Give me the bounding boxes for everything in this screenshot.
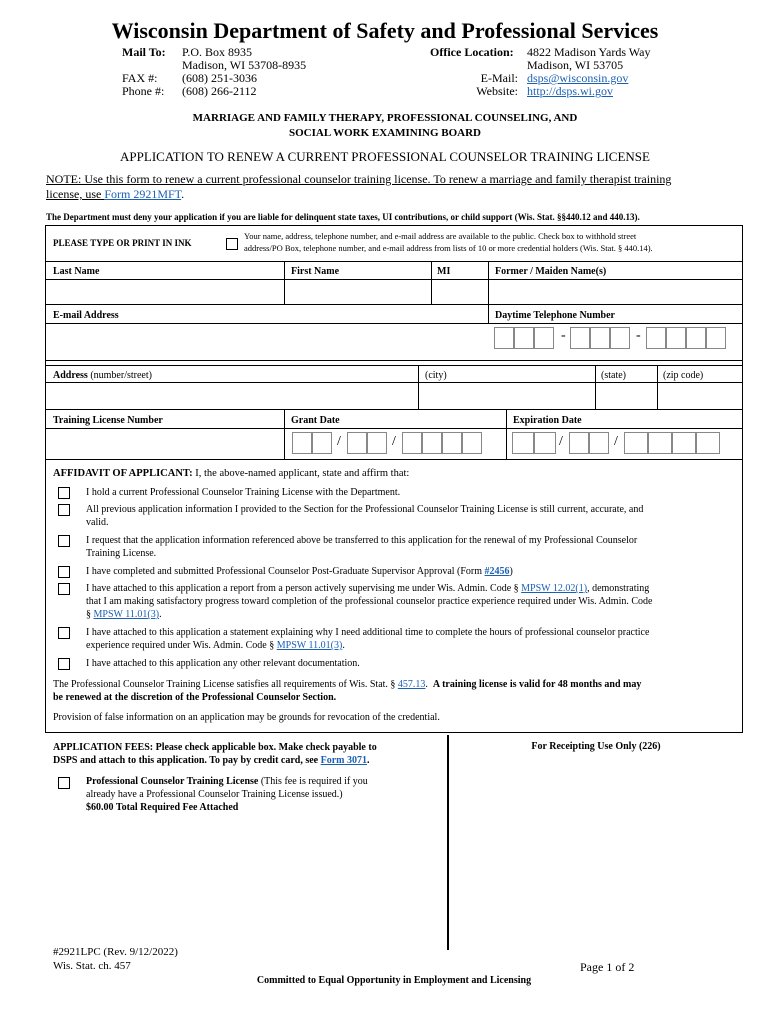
phone-digit[interactable] [590,327,610,349]
affidavit-item-3-line1: I request that the application information referenced above be transferred to this application for the renewal of my Professional Counselor [86,535,638,546]
date-slash: / [614,434,618,449]
note-end: . [181,187,185,201]
phone-digit[interactable] [494,327,514,349]
section-symbol: § [86,609,94,620]
grant-year-digit[interactable] [422,432,442,454]
page-number: Page 1 of 2 [580,960,635,974]
email-input[interactable] [45,323,489,361]
affidavit-item-6-text: experience required under Wis. Admin. Code § [86,640,277,651]
fees-heading-line2 [53,754,377,767]
affidavit-item-5-line3 [86,608,726,621]
phone-digit[interactable] [706,327,726,349]
affidavit-item-5-line2: that I am making satisfactory progress toward completion of the professional counselor practice experience required under Wis. Admin. Code [86,596,653,607]
affidavit-item-1: I hold a current Professional Counselor Training License with the Department. [86,487,401,498]
note-line1: NOTE: Use this form to renew a current professional counselor training license. To renew a marriage and family therapist training [46,172,672,186]
mpsw-11-01-link[interactable]: MPSW 11.01(3) [93,609,160,620]
fees-divider [447,735,449,950]
email-label: E-mail Address [53,310,119,321]
affidavit-heading-bold: AFFIDAVIT OF APPLICANT: [53,468,193,479]
affidavit-item-4-end: ) [509,566,513,577]
last-name-input[interactable] [45,279,285,305]
validity-text: A training license is valid for 48 months and may [432,679,642,690]
fee-item [86,775,368,814]
divider [488,261,489,279]
website-link[interactable]: http://dsps.wi.gov [527,84,614,98]
date-slash: / [559,434,563,449]
divider [595,365,596,382]
note-line2 [46,187,184,202]
fee-item-name: Professional Counselor Training License [86,776,259,787]
withhold-text [244,230,653,254]
affidavit-item-2-line2: valid. [86,517,109,528]
grant-day-digit[interactable] [367,432,387,454]
phone-digit[interactable] [534,327,554,349]
affidavit-item-4-text: I have completed and submitted Professional Counselor Post-Graduate Supervisor Approval (Form [86,566,485,577]
office-line2: Madison, WI 53705 [527,58,624,72]
requirements-period: . [425,679,428,690]
board-line1: MARRIAGE AND FAMILY THERAPY, PROFESSIONAL COUNSELING, AND [192,112,578,124]
affidavit-item-5-text-end: , demonstrating [587,583,650,594]
form-3071-link[interactable]: Form 3071 [320,755,368,766]
divider [506,410,507,428]
affidavit-checkbox-1[interactable] [58,487,70,499]
affidavit-item-6-line2 [86,639,726,652]
form-title: APPLICATION TO RENEW A CURRENT PROFESSIONAL COUNSELOR TRAINING LICENSE [120,149,650,164]
license-number-label: Training License Number [53,415,163,426]
type-print-label: PLEASE TYPE OR PRINT IN INK [53,238,192,248]
grant-month-digit[interactable] [292,432,312,454]
phone-label: Phone #: [122,84,165,98]
fees-heading-text: DSPS and attach to this application. To pay by credit card, see [53,755,321,766]
fee-checkbox[interactable] [58,777,70,789]
mi-input[interactable] [431,279,489,305]
agency-title: Wisconsin Department of Safety and Professional Services [111,18,659,43]
former-name-label: Former / Maiden Name(s) [495,266,607,277]
phone-dash: - [636,328,641,343]
first-name-input[interactable] [284,279,432,305]
affidavit-item-2 [86,503,726,529]
fees-heading [53,741,377,767]
grant-year-digit[interactable] [402,432,422,454]
divider [284,261,285,279]
affidavit-checkbox-4[interactable] [58,566,70,578]
form-number: #2921LPC (Rev. 9/12/2022) [53,946,178,958]
phone-number: (608) 266-2112 [182,84,257,98]
license-requirements [53,678,733,704]
mail-to-line1: P.O. Box 8935 [182,45,253,59]
expiration-year-digit[interactable] [624,432,648,454]
office-line1: 4822 Madison Yards Way [527,45,651,59]
form-2921mft-link[interactable]: Form 2921MFT [104,187,182,201]
affidavit-item-7: I have attached to this application any other relevant documentation. [86,658,360,669]
address-label-hint: (number/street) [90,370,152,381]
affidavit-checkbox-7[interactable] [58,658,70,670]
renewal-discretion-text: be renewed at the discretion of the Professional Counselor Section. [53,692,337,703]
affidavit-item-5-line1 [86,582,726,595]
phone-digit[interactable] [646,327,666,349]
date-slash: / [392,434,396,449]
fee-total: $60.00 Total Required Fee Attached [86,802,239,813]
divider [45,365,743,366]
board-line2: SOCIAL WORK EXAMINING BOARD [288,127,482,139]
former-name-input[interactable] [488,279,743,305]
expiration-month-digit[interactable] [512,432,534,454]
mpsw-11-01-link[interactable]: MPSW 11.01(3) [276,640,343,651]
zip-label: (zip code) [663,370,704,381]
affidavit-heading-text: I, the above-named applicant, state and affirm that: [192,468,410,479]
statute-reference: Wis. Stat. ch. 457 [53,960,131,972]
license-number-input[interactable] [45,428,285,460]
divider [418,365,419,382]
affidavit-item-5 [86,582,726,621]
affidavit-item-3-line2: Training License. [86,548,157,559]
false-info-notice: Provision of false information on an application may be grounds for revocation of the credential. [53,712,440,723]
phone-digit[interactable] [610,327,630,349]
grant-month-digit[interactable] [312,432,332,454]
withhold-line2: address/PO Box, telephone number, and e-mail address from lists of 10 or more credential holders (Wis. Stat. § 440.14). [244,243,653,253]
divider [45,261,743,262]
expiration-year-digit[interactable] [672,432,696,454]
grant-year-digit[interactable] [442,432,462,454]
last-name-label: Last Name [53,266,100,277]
affidavit-item-6 [86,626,726,652]
receipting-label: For Receipting Use Only (226) [531,741,661,752]
state-input[interactable] [595,382,658,410]
expiration-month-digit[interactable] [534,432,556,454]
divider [657,365,658,382]
affidavit-item-5-period: . [159,609,162,620]
state-label: (state) [601,370,626,381]
deny-notice: The Department must deny your application if you are liable for delinquent state taxes, UI contributions, or child support (Wis. Stat. §§440.12 and 440.13). [46,212,640,222]
expiration-date-label: Expiration Date [513,415,582,426]
expiration-day-digit[interactable] [589,432,609,454]
phone-dash: - [561,328,566,343]
grant-day-digit[interactable] [347,432,367,454]
affidavit-checkbox-5[interactable] [58,583,70,595]
street-input[interactable] [45,382,419,410]
affidavit-checkbox-2[interactable] [58,504,70,516]
mpsw-12-02-link[interactable]: MPSW 12.02(1) [521,583,588,594]
date-slash: / [337,434,341,449]
website-label: Website: [476,84,518,98]
footer-tagline: Committed to Equal Opportunity in Employment and Licensing [256,975,532,986]
fees-heading-line1: APPLICATION FEES: Please check applicable box. Make check payable to [53,742,377,753]
divider [488,305,489,323]
withhold-checkbox[interactable] [226,238,238,250]
affidavit-item-4 [86,565,726,578]
phone-label: Daytime Telephone Number [495,310,615,321]
phone-digit[interactable] [570,327,590,349]
city-input[interactable] [418,382,596,410]
affidavit-checkbox-6[interactable] [58,627,70,639]
expiration-year-digit[interactable] [648,432,672,454]
city-label: (city) [425,370,447,381]
zip-input[interactable] [657,382,743,410]
affidavit-item-6-period: . [342,640,345,651]
fee-item-line2: already have a Professional Counselor Training License issued.) [86,789,343,800]
affidavit-checkbox-3[interactable] [58,535,70,547]
divider [284,410,285,428]
affidavit-item-6-line1: I have attached to this application a statement explaining why I need additional time to complete the hours of professional counselor practice [86,627,650,638]
withhold-line1: Your name, address, telephone number, and e-mail address are available to the public. Check box to withhold street [244,231,637,241]
office-label: Office Location: [430,45,514,59]
affidavit-item-3 [86,534,726,560]
phone-digit[interactable] [514,327,534,349]
mail-to-label: Mail To: [122,45,166,59]
grant-year-digit[interactable] [462,432,482,454]
phone-digit[interactable] [686,327,706,349]
divider [431,261,432,279]
fax-number: (608) 251-3036 [182,71,257,85]
mi-label: MI [437,266,451,277]
affidavit-item-2-line1: All previous application information I provided to the Section for the Professional Counselor Training License is still current, accurate, and [86,504,644,515]
grant-date-label: Grant Date [291,415,340,426]
statute-457-13-link[interactable]: 457.13 [397,679,426,690]
phone-digit[interactable] [666,327,686,349]
fee-item-note: (This fee is required if you [258,776,368,787]
affidavit-item-5-text: I have attached to this application a report from a person actively supervising me under Wis. Admin. Code § [86,583,522,594]
note-text: license, use [46,187,105,201]
fax-label: FAX #: [122,71,158,85]
mail-to-line2: Madison, WI 53708-8935 [182,58,307,72]
requirements-text: The Professional Counselor Training License satisfies all requirements of Wis. Stat. § [53,679,398,690]
expiration-day-digit[interactable] [569,432,589,454]
first-name-label: First Name [291,266,340,277]
expiration-year-digit[interactable] [696,432,720,454]
fee-item-line1 [86,775,368,788]
email-label: E-Mail: [480,71,518,85]
fees-heading-period: . [367,755,370,766]
email-link[interactable]: dsps@wisconsin.gov [527,71,629,85]
affidavit-heading [53,468,409,479]
address-label [53,370,152,381]
address-label-bold: Address [53,370,88,381]
form-2456-link[interactable]: #2456 [484,566,510,577]
